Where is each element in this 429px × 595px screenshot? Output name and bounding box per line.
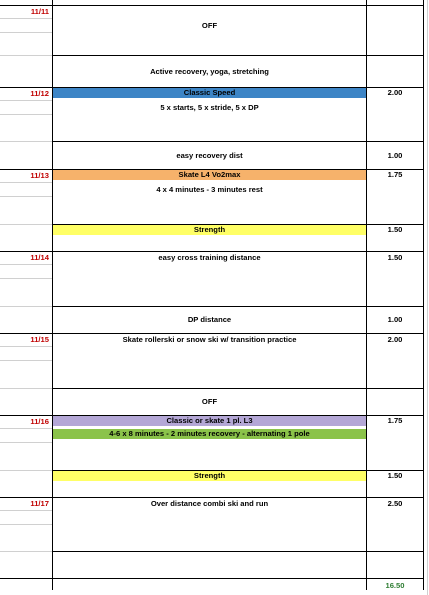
gridline [0, 428, 52, 429]
gridline [0, 578, 52, 579]
hours-cell: 1.75 [387, 416, 403, 425]
date-cell: 11/14 [30, 253, 49, 262]
gridline [0, 114, 52, 115]
gridline [0, 497, 52, 498]
gridline [0, 100, 52, 101]
gridline [53, 182, 423, 183]
total-hours: 16.50 [385, 581, 405, 590]
gridline [427, 0, 428, 595]
gridline [53, 578, 423, 579]
gridline [0, 169, 52, 170]
gridline [53, 306, 423, 307]
workout-cell: Strength [193, 225, 226, 234]
workout-cell: 5 x starts, 5 x stride, 5 x DP [160, 103, 259, 112]
workout-cell: 4 x 4 minutes - 3 minutes rest [156, 185, 263, 194]
gridline [0, 251, 52, 252]
hours-cell: 1.50 [387, 471, 403, 480]
gridline [0, 32, 52, 33]
gridline [53, 264, 423, 265]
workout-cell: OFF [201, 21, 218, 30]
gridline [0, 360, 52, 361]
gridline [0, 510, 52, 511]
workout-cell: easy recovery dist [176, 151, 243, 160]
gridline [0, 87, 52, 88]
gridline [53, 55, 423, 56]
workout-cell: Active recovery, yoga, stretching [150, 67, 269, 76]
workout-cell: Skate L4 Vo2max [178, 170, 241, 179]
date-cell: 11/15 [30, 335, 49, 344]
gridline [53, 141, 423, 142]
gridline [53, 524, 423, 525]
workout-cell: DP distance [187, 315, 232, 324]
gridline [0, 5, 52, 6]
date-cell: 11/11 [30, 7, 49, 16]
gridline [0, 333, 52, 334]
gridline [0, 306, 52, 307]
workout-cell: Over distance combi ski and run [150, 499, 269, 508]
gridline [53, 5, 423, 6]
gridline [0, 224, 52, 225]
gridline [0, 196, 52, 197]
gridline [53, 32, 423, 33]
gridline [53, 100, 423, 101]
gridline [0, 388, 52, 389]
hours-cell: 2.50 [387, 499, 403, 508]
date-cell: 11/12 [30, 89, 49, 98]
gridline [0, 524, 52, 525]
gridline [0, 346, 52, 347]
workout-cell: easy cross training distance [158, 253, 261, 262]
gridline [53, 346, 423, 347]
gridline [53, 251, 423, 252]
gridline [0, 141, 52, 142]
gridline [53, 497, 423, 498]
gridline [53, 114, 423, 115]
gridline [0, 278, 52, 279]
gridline [0, 442, 52, 443]
hours-cell: 1.00 [387, 151, 403, 160]
gridline [423, 0, 424, 590]
gridline [53, 442, 423, 443]
workout-cell: Classic Speed [183, 88, 236, 97]
gridline [53, 18, 423, 19]
gridline [53, 388, 423, 389]
gridline [53, 510, 423, 511]
date-cell: 11/13 [30, 171, 49, 180]
hours-cell: 1.00 [387, 315, 403, 324]
gridline [0, 470, 52, 471]
hours-cell: 1.75 [387, 170, 403, 179]
gridline [53, 360, 423, 361]
gridline [53, 278, 423, 279]
workout-cell: Classic or skate 1 pl. L3 [166, 416, 253, 425]
gridline [53, 196, 423, 197]
gridline [0, 551, 52, 552]
workout-cell: OFF [201, 397, 218, 406]
gridline [0, 264, 52, 265]
gridline [0, 18, 52, 19]
workout-cell: Skate rollerski or snow ski w/ transition practice [122, 335, 297, 344]
gridline [53, 551, 423, 552]
gridline [53, 333, 423, 334]
hours-cell: 2.00 [387, 335, 403, 344]
gridline [0, 415, 52, 416]
date-cell: 11/16 [30, 417, 49, 426]
date-cell: 11/17 [30, 499, 49, 508]
workout-cell: Strength [193, 471, 226, 480]
hours-cell: 1.50 [387, 253, 403, 262]
workout-cell: 4-6 x 8 minutes - 2 minutes recovery - alternating 1 pole [109, 429, 310, 438]
gridline [0, 182, 52, 183]
hours-cell: 2.00 [387, 88, 403, 97]
gridline [0, 55, 52, 56]
hours-cell: 1.50 [387, 225, 403, 234]
